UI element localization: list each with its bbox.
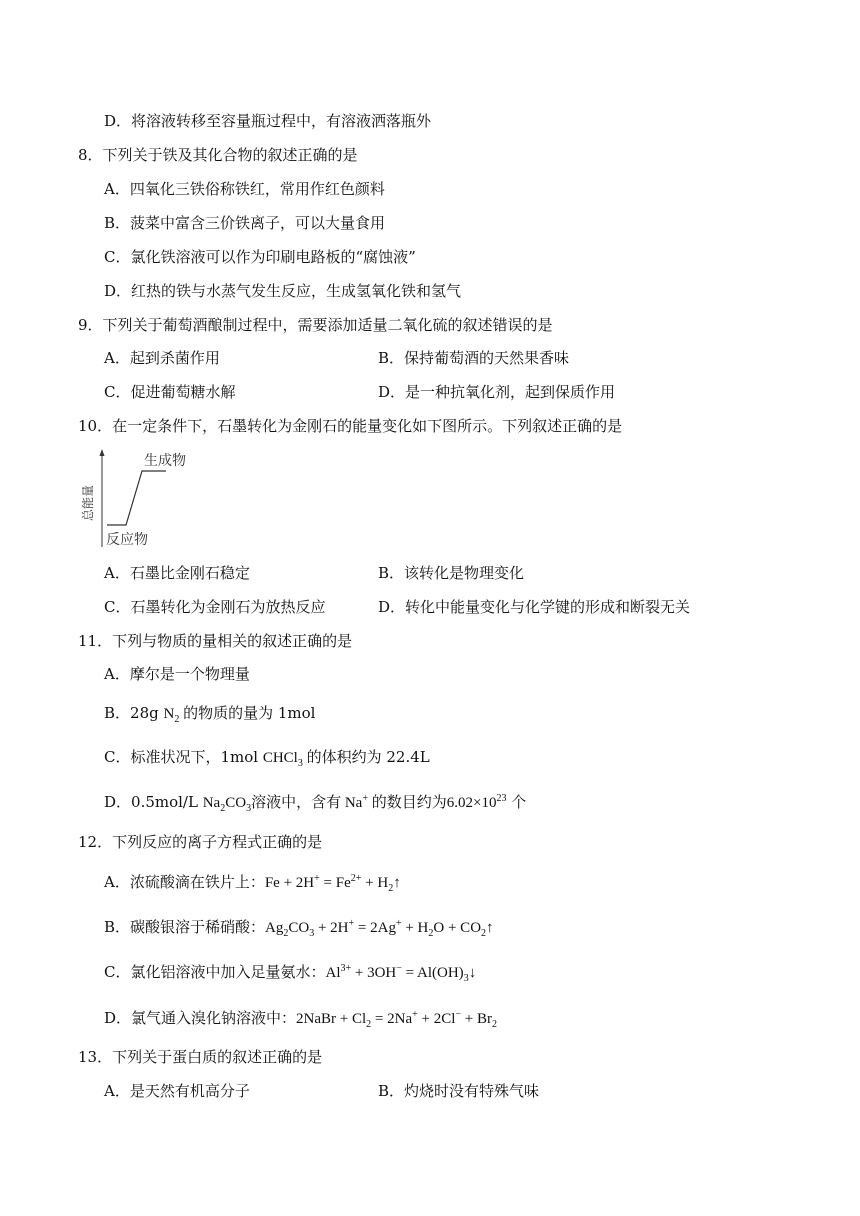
q7-option-d: D．将溶液转移至容量瓶过程中，有溶液洒落瓶外 [104, 112, 432, 130]
q9-option-a: A．起到杀菌作用 [104, 349, 220, 367]
q8-option-c: C．氯化铁溶液可以作为印刷电路板的“腐蚀液” [104, 248, 416, 266]
q11-option-d: D．0.5mol/L $Na_2CO_3$溶液中，含有 Na+ 的数目约为$6.02\times 10^{23}$ 个 [104, 793, 527, 814]
q13-stem: 13．下列关于蛋白质的叙述正确的是 [78, 1048, 323, 1066]
q11-stem: 11．下列与物质的量相关的叙述正确的是 [78, 632, 353, 650]
q9-option-d: D．是一种抗氧化剂，起到保质作用 [378, 383, 616, 401]
axis-arrow-icon [100, 449, 105, 456]
energy-axis-label: 总能量 [81, 484, 95, 522]
q10-option-c: C．石墨转化为金刚石为放热反应 [104, 598, 326, 616]
product-label: 生成物 [144, 453, 186, 469]
energy-profile-line [107, 471, 166, 525]
q9-option-b: B．保持葡萄酒的天然果香味 [378, 349, 570, 367]
q11-option-c: C．标准状况下，1mol CHCl$_3$ 的体积约为 22.4L [104, 748, 430, 769]
q12-option-a: A．浓硫酸滴在铁片上：$Fe + 2H^+ = Fe^{2+}$ + $H_2↑$ [104, 873, 401, 894]
q8-option-a: A．四氧化三铁俗称铁红，常用作红色颜料 [104, 180, 385, 198]
q12-option-c: C．氯化铝溶液中加入足量氨水：$Al^{3+} + 3OH^-$ = $Al(OH)_3↓$ [104, 963, 477, 984]
q11-option-b: B．28g $N_2$ 的物质的量为 1mol [104, 704, 316, 725]
q13-option-b: B．灼烧时没有特殊气味 [378, 1082, 540, 1100]
q10-option-a: A．石墨比金刚石稳定 [104, 564, 250, 582]
energy-diagram [80, 447, 220, 552]
q8-option-b: B．菠菜中富含三价铁离子，可以大量食用 [104, 214, 386, 232]
q12-option-d: D．氯气通入溴化钠溶液中：2NaBr + $Cl_2 = 2Na^+ + 2Cl^- + Br_2$ [104, 1009, 497, 1030]
reactant-label: 反应物 [106, 532, 148, 548]
q10-stem: 10．在一定条件下，石墨转化为金刚石的能量变化如下图所示。下列叙述正确的是 [78, 417, 623, 435]
q8-stem: 8．下列关于铁及其化合物的叙述正确的是 [78, 146, 358, 164]
q8-option-d: D．红热的铁与水蒸气发生反应，生成氢氧化铁和氢气 [104, 282, 462, 300]
q12-stem: 12．下列反应的离子方程式正确的是 [78, 833, 323, 851]
q10-option-b: B．该转化是物理变化 [378, 564, 525, 582]
q12-option-b: B．碳酸银溶于稀硝酸：$Ag_2CO_3 + 2H^+ = 2Ag^+ + H_2O$ + $CO_2↑$ [104, 918, 494, 939]
q9-option-c: C．促进葡萄糖水解 [104, 383, 236, 401]
q9-stem: 9．下列关于葡萄酒酿制过程中，需要添加适量二氧化硫的叙述错误的是 [78, 316, 553, 334]
q11-option-a: A．摩尔是一个物理量 [104, 665, 250, 683]
q10-option-d: D．转化中能量变化与化学键的形成和断裂无关 [378, 598, 691, 616]
q13-option-a: A．是天然有机高分子 [104, 1082, 250, 1100]
